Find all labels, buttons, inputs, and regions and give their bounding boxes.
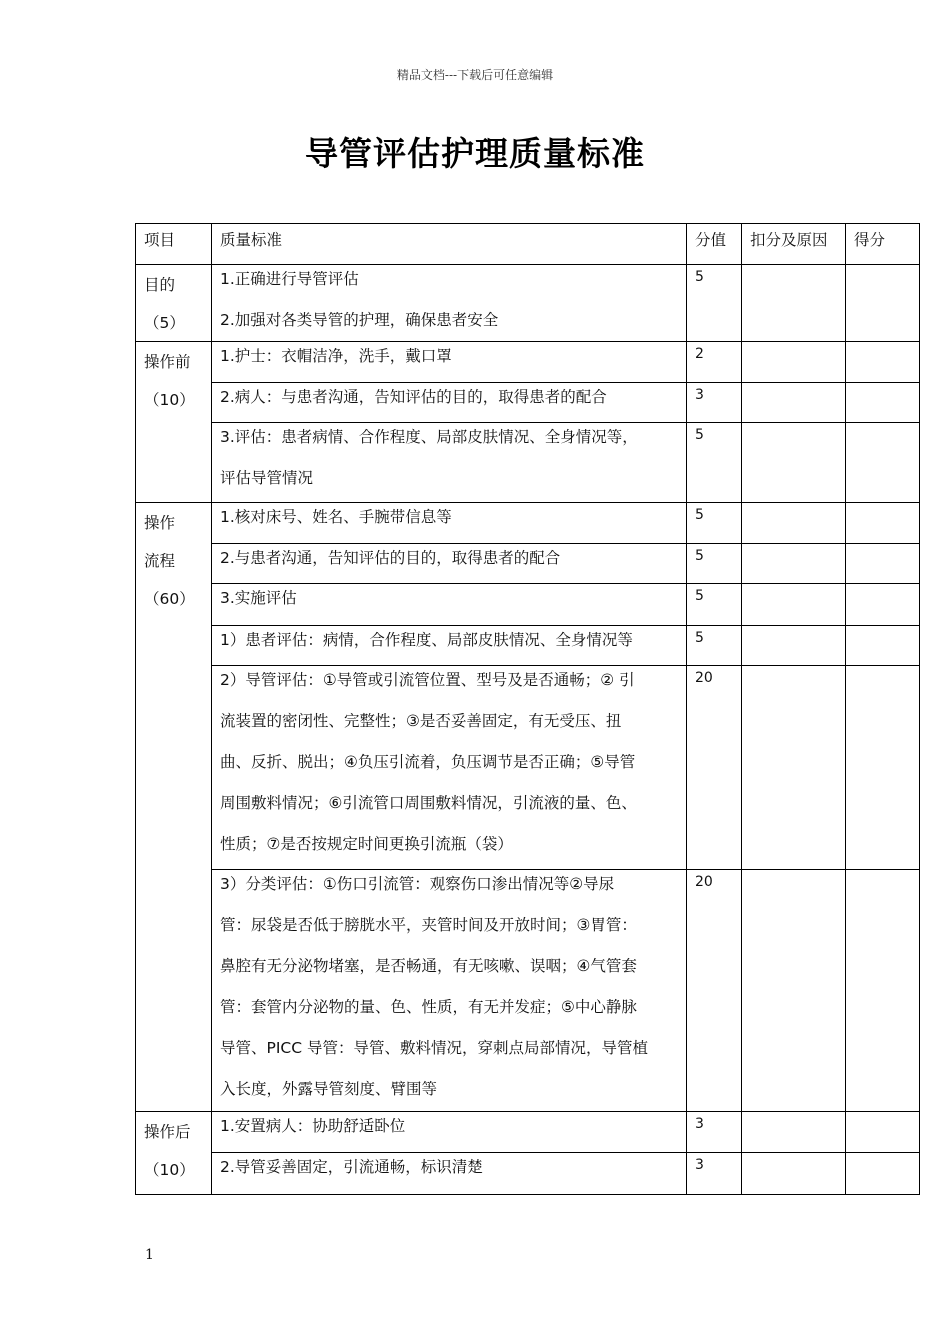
deduction-cell — [742, 544, 846, 584]
category-cell — [136, 503, 212, 1112]
score-cell — [687, 626, 742, 666]
category-label: 目的 — [144, 276, 176, 294]
score-value: 5 — [695, 269, 704, 285]
table-row — [136, 870, 920, 1112]
standard-line: 导管、PICC 导管：导管、敷料情况，穿刺点局部情况，导管植 — [220, 1039, 648, 1057]
category-label: 流程 — [144, 552, 176, 570]
standard-cell — [212, 1153, 687, 1195]
result-cell — [846, 503, 920, 544]
score-cell — [687, 870, 742, 1112]
standard-line: 2.病人：与患者沟通，告知评估的目的，取得患者的配合 — [220, 388, 607, 406]
deduction-cell — [742, 265, 846, 342]
score-cell — [687, 342, 742, 383]
score-value: 5 — [695, 630, 704, 646]
score-cell — [687, 423, 742, 503]
table-row — [136, 1153, 920, 1195]
result-cell — [846, 584, 920, 626]
deduction-cell — [742, 383, 846, 423]
score-value: 20 — [695, 670, 713, 686]
standard-line: 1.安置病人：协助舒适卧位 — [220, 1117, 406, 1135]
deduction-cell — [742, 626, 846, 666]
standard-cell — [212, 870, 687, 1112]
category-cell — [136, 1112, 212, 1195]
category-label: 操作 — [144, 514, 176, 532]
page-number: 1 — [145, 1247, 154, 1263]
header-note: 精品文档---下载后可任意编辑 — [396, 68, 554, 82]
result-cell — [846, 870, 920, 1112]
score-cell — [687, 544, 742, 584]
header-item: 项目 — [136, 224, 212, 265]
standard-line: 性质；⑦是否按规定时间更换引流瓶（袋） — [220, 835, 513, 853]
result-cell — [846, 342, 920, 383]
score-cell — [687, 1112, 742, 1153]
score-value: 2 — [695, 346, 704, 362]
category-label: （5） — [144, 314, 185, 332]
standard-line: 管：套管内分泌物的量、色、性质，有无并发症；⑤中心静脉 — [220, 998, 637, 1016]
deduction-cell — [742, 342, 846, 383]
document-title: 导管评估护理质量标准 — [305, 134, 645, 173]
standard-line: 1.护士：衣帽洁净，洗手，戴口罩 — [220, 347, 452, 365]
standard-line: 入长度，外露导管刻度、臂围等 — [220, 1080, 438, 1098]
score-value: 5 — [695, 548, 704, 564]
standard-line: 3.评估：患者病情、合作程度、局部皮肤情况、全身情况等， — [220, 428, 638, 446]
deduction-cell — [742, 666, 846, 870]
result-cell — [846, 1153, 920, 1195]
deduction-cell — [742, 870, 846, 1112]
standard-line: 管：尿袋是否低于膀胱水平，夹管时间及开放时间；③胃管： — [220, 916, 637, 934]
standard-cell — [212, 666, 687, 870]
standard-line: 1.核对床号、姓名、手腕带信息等 — [220, 508, 452, 526]
result-cell — [846, 383, 920, 423]
standard-cell — [212, 265, 687, 342]
result-cell — [846, 666, 920, 870]
category-label: （10） — [144, 1161, 195, 1179]
category-label: （60） — [144, 590, 195, 608]
score-cell — [687, 383, 742, 423]
deduction-cell — [742, 1153, 846, 1195]
standard-line: 1）患者评估：病情，合作程度、局部皮肤情况、全身情况等 — [220, 631, 633, 649]
category-cell — [136, 342, 212, 503]
header-deduction: 扣分及原因 — [742, 224, 846, 265]
standard-line: 2）导管评估：①导管或引流管位置、型号及是否通畅；② 引 — [220, 671, 635, 689]
score-value: 20 — [695, 874, 713, 890]
standard-line: 评估导管情况 — [220, 469, 314, 487]
standard-line: 2.加强对各类导管的护理，确保患者安全 — [220, 311, 499, 329]
result-cell — [846, 423, 920, 503]
score-cell — [687, 1153, 742, 1195]
header-score: 分值 — [687, 224, 742, 265]
standard-line: 周围敷料情况；⑥引流管口周围敷料情况，引流液的量、色、 — [220, 794, 637, 812]
standard-line: 3.实施评估 — [220, 589, 297, 607]
score-value: 3 — [695, 387, 704, 403]
header-standard: 质量标准 — [212, 224, 687, 265]
standard-line: 1.正确进行导管评估 — [220, 270, 359, 288]
header-result: 得分 — [846, 224, 920, 265]
deduction-cell — [742, 584, 846, 626]
table-row — [136, 265, 920, 342]
deduction-cell — [742, 1112, 846, 1153]
standard-line: 曲、反折、脱出；④负压引流着，负压调节是否正确；⑤导管 — [220, 753, 636, 771]
table-row — [136, 423, 920, 503]
standard-line: 鼻腔有无分泌物堵塞，是否畅通，有无咳嗽、误咽；④气管套 — [220, 957, 637, 975]
score-value: 3 — [695, 1116, 704, 1132]
standard-cell — [212, 423, 687, 503]
result-cell — [846, 265, 920, 342]
standard-line: 3）分类评估：①伤口引流管：观察伤口渗出情况等②导尿 — [220, 875, 615, 893]
category-label: 操作前 — [144, 353, 191, 371]
result-cell — [846, 1112, 920, 1153]
score-cell — [687, 584, 742, 626]
score-value: 5 — [695, 588, 704, 604]
result-cell — [846, 626, 920, 666]
score-value: 5 — [695, 507, 704, 523]
score-value: 3 — [695, 1157, 704, 1173]
standard-line: 2.与患者沟通，告知评估的目的，取得患者的配合 — [220, 549, 561, 567]
quality-standard-table — [135, 223, 920, 1195]
score-cell — [687, 503, 742, 544]
score-cell — [687, 265, 742, 342]
deduction-cell — [742, 503, 846, 544]
category-label: 操作后 — [144, 1123, 191, 1141]
score-value: 5 — [695, 427, 704, 443]
standard-line: 2.导管妥善固定，引流通畅，标识清楚 — [220, 1158, 483, 1176]
standard-line: 流装置的密闭性、完整性；③是否妥善固定，有无受压、扭 — [220, 712, 622, 730]
result-cell — [846, 544, 920, 584]
category-label: （10） — [144, 391, 195, 409]
table-row — [136, 666, 920, 870]
category-cell — [136, 265, 212, 342]
deduction-cell — [742, 423, 846, 503]
score-cell — [687, 666, 742, 870]
